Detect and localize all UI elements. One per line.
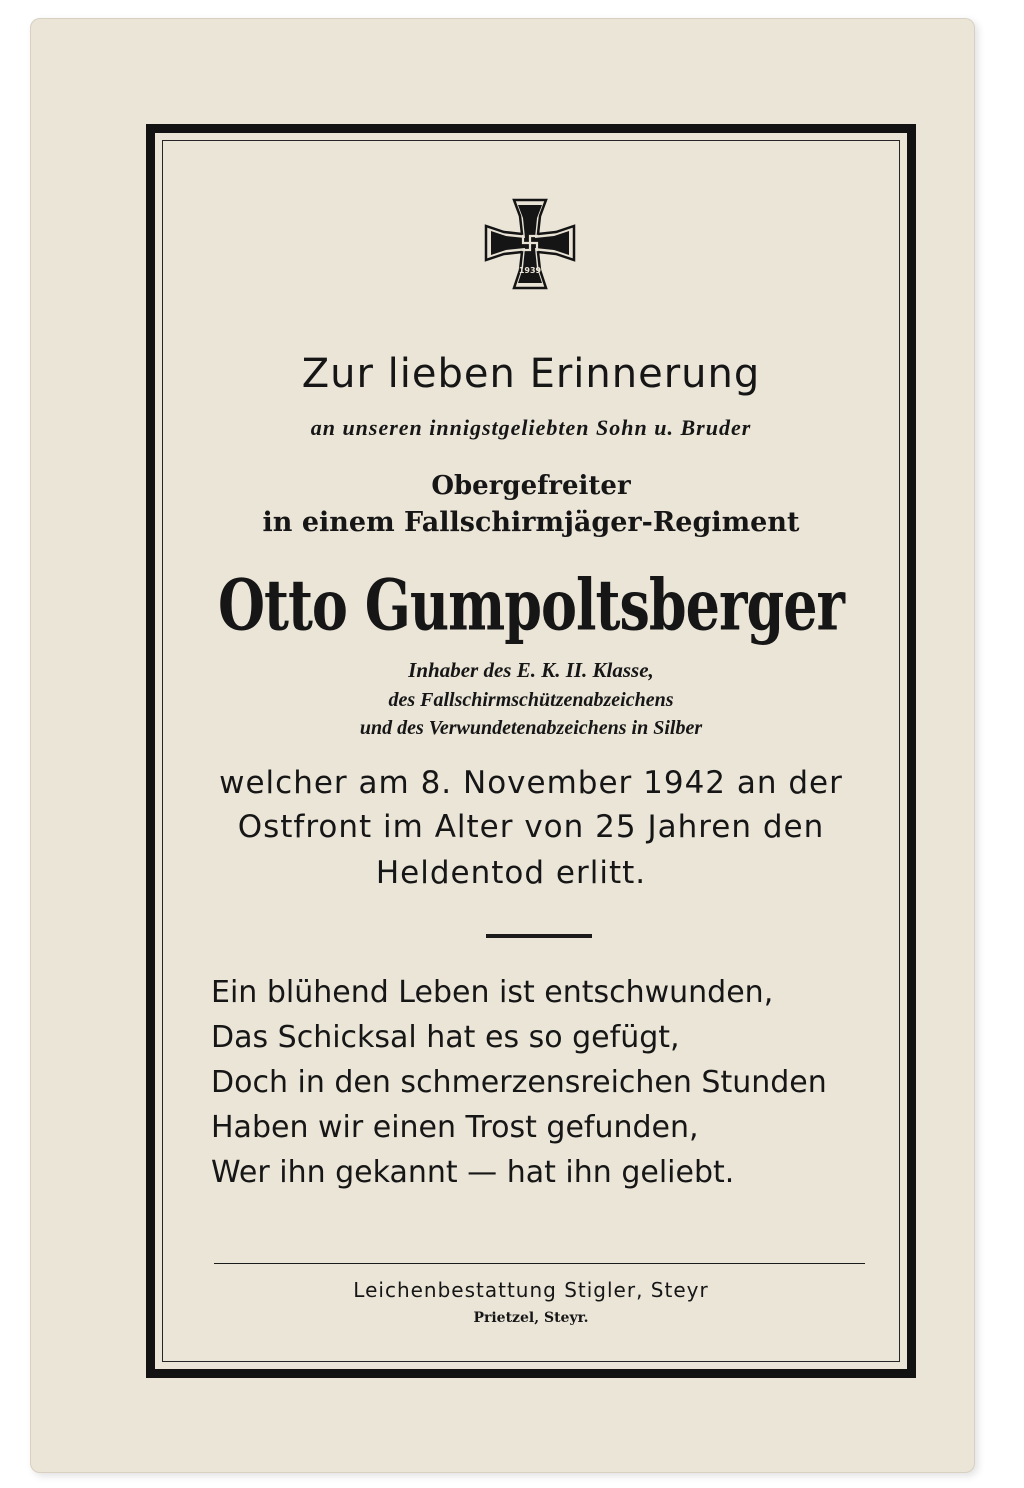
award-line-2: des Fallschirmschützenabzeichens xyxy=(388,689,674,711)
death-line-2: Ostfront im Alter von 25 Jahren den xyxy=(237,809,825,845)
unit-line: in einem Fallschirmjäger-Regiment xyxy=(262,507,800,538)
deceased-name: Otto Gumpoltsberger xyxy=(217,563,845,647)
award-line-3: und des Verwundetenabzeichens in Silber xyxy=(359,717,703,739)
iron-cross-icon xyxy=(484,198,576,290)
black-border-frame xyxy=(146,124,916,1378)
cross-year-label: 1939 xyxy=(518,266,542,275)
printer-line: Prietzel, Steyr. xyxy=(473,1310,589,1326)
rank-line: Obergefreiter xyxy=(431,471,631,501)
death-line-3: Heldentod erlitt. xyxy=(375,855,647,891)
poem-line-5: Wer ihn gekannt — hat ihn geliebt. xyxy=(211,1155,735,1190)
poem-line-4: Haben wir einen Trost gefunden, xyxy=(211,1110,699,1145)
death-line-1: welcher am 8. November 1942 an der xyxy=(219,765,843,801)
short-divider xyxy=(486,934,592,938)
title: Zur lieben Erinnerung xyxy=(301,351,761,397)
award-line-1: Inhaber des E. K. II. Klasse, xyxy=(408,658,654,682)
poem-line-2: Das Schicksal hat es so gefügt, xyxy=(211,1020,680,1055)
dedication-line: an unseren innigstgeliebten Sohn u. Bruder xyxy=(310,415,752,440)
memorial-card xyxy=(30,18,975,1473)
poem-line-3: Doch in den schmerzensreichen Stunden xyxy=(211,1065,827,1100)
footer-divider xyxy=(214,1263,865,1264)
undertaker-line: Leichenbestattung Stigler, Steyr xyxy=(353,1278,709,1302)
poem-line-1: Ein blühend Leben ist entschwunden, xyxy=(211,975,774,1010)
